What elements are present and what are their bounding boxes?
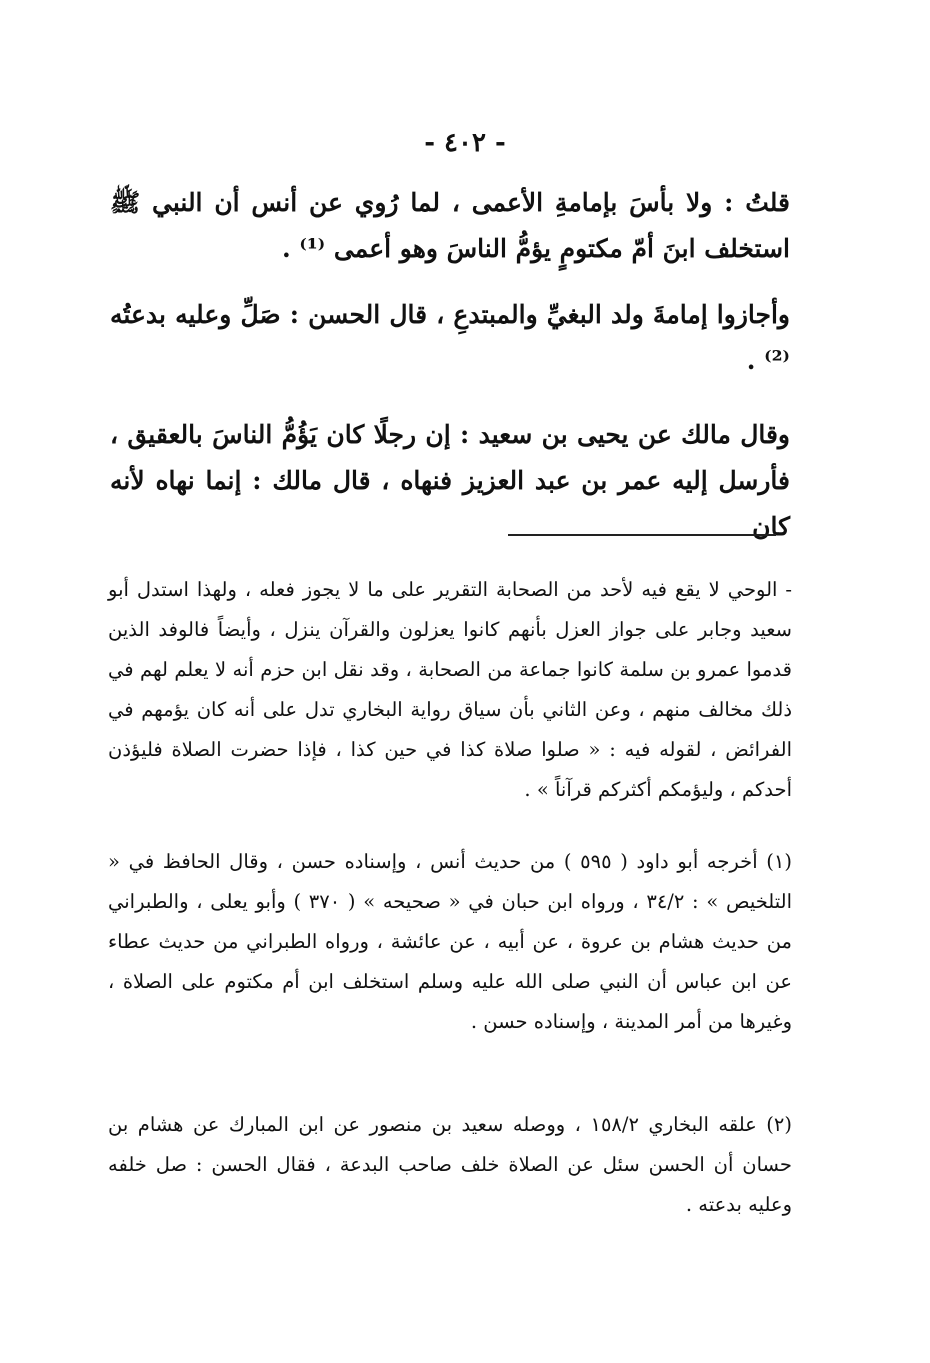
page-number: - ٤٠٢ -: [424, 128, 506, 158]
footnote-1: (١) أخرجه أبو داود ( ٥٩٥ ) من حديث أنس ، وإسناده حسن ، وقال الحافظ في « التلخيص » : ٣٤/٢ ، ورواه ابن حبان في « صحيحه » ( ٣٧٠ ) وأبو يعلى ، والطبراني من حديث هشام بن عروة ، عن أبيه ، عن عائشة ، ورواه الطبراني من حديث عطاء عن ابن عباس أن النبي صلى الله عليه وسلم استخلف ابن أم مكتوم على الصلاة ، وغيرها من أمر المدينة ، وإسناده حسن .: [108, 850, 793, 1033]
main-paragraph-1: قلتُ : ولا بأسَ بإمامةِ الأعمى ، لما رُوي عن أنس أن النبي ﷺ استخلف ابنَ أمّ مكتومٍ يؤمُّ الناسَ وهو أعمى ⁽¹⁾ .: [110, 188, 790, 263]
footnote-continuation: - الوحي لا يقع فيه لأحد من الصحابة التقرير على ما لا يجوز فعله ، ولهذا استدل أبو سعيد وجابر على جواز العزل بأنهم كانوا يعزلون والقرآن ينزل ، وأيضاً فالوفد الذين قدموا عمرو بن سلمة كانوا جماعة من الصحابة ، وقد نقل ابن حزم أنه لا يعلم لهم في ذلك مخالف منهم ، وعن الثاني بأن سياق رواية البخاري تدل على أنه كان يؤمهم في الفرائض ، لقوله فيه : « صلوا صلاة كذا في حين كذا ، فإذا حضرت الصلاة فليؤذن أحدكم ، وليؤمكم أكثركم قرآناً » .: [108, 578, 792, 801]
footnote-divider: [508, 534, 776, 536]
footnote-2: (٢) علقه البخاري ١٥٨/٢ ، ووصله سعيد بن منصور عن ابن المبارك عن هشام بن حسان أن الحسن سئل عن الصلاة خلف صاحب البدعة ، فقال الحسن : صل خلفه وعليه بدعته .: [108, 1113, 792, 1216]
main-paragraph-3: وقال مالك عن يحيى بن سعيد : إن رجلًا كان يَؤُمُّ الناسَ بالعقيق ، فأرسل إليه عمر بن عبد العزيز فنهاه ، قال مالك : إنما نهاه لأنه كان: [110, 420, 790, 541]
main-paragraph-2: وأجازوا إمامةَ ولد البغيِّ والمبتدعِ ، قال الحسن : صَلِّ وعليه بدعتُه ⁽²⁾ .: [110, 300, 790, 375]
